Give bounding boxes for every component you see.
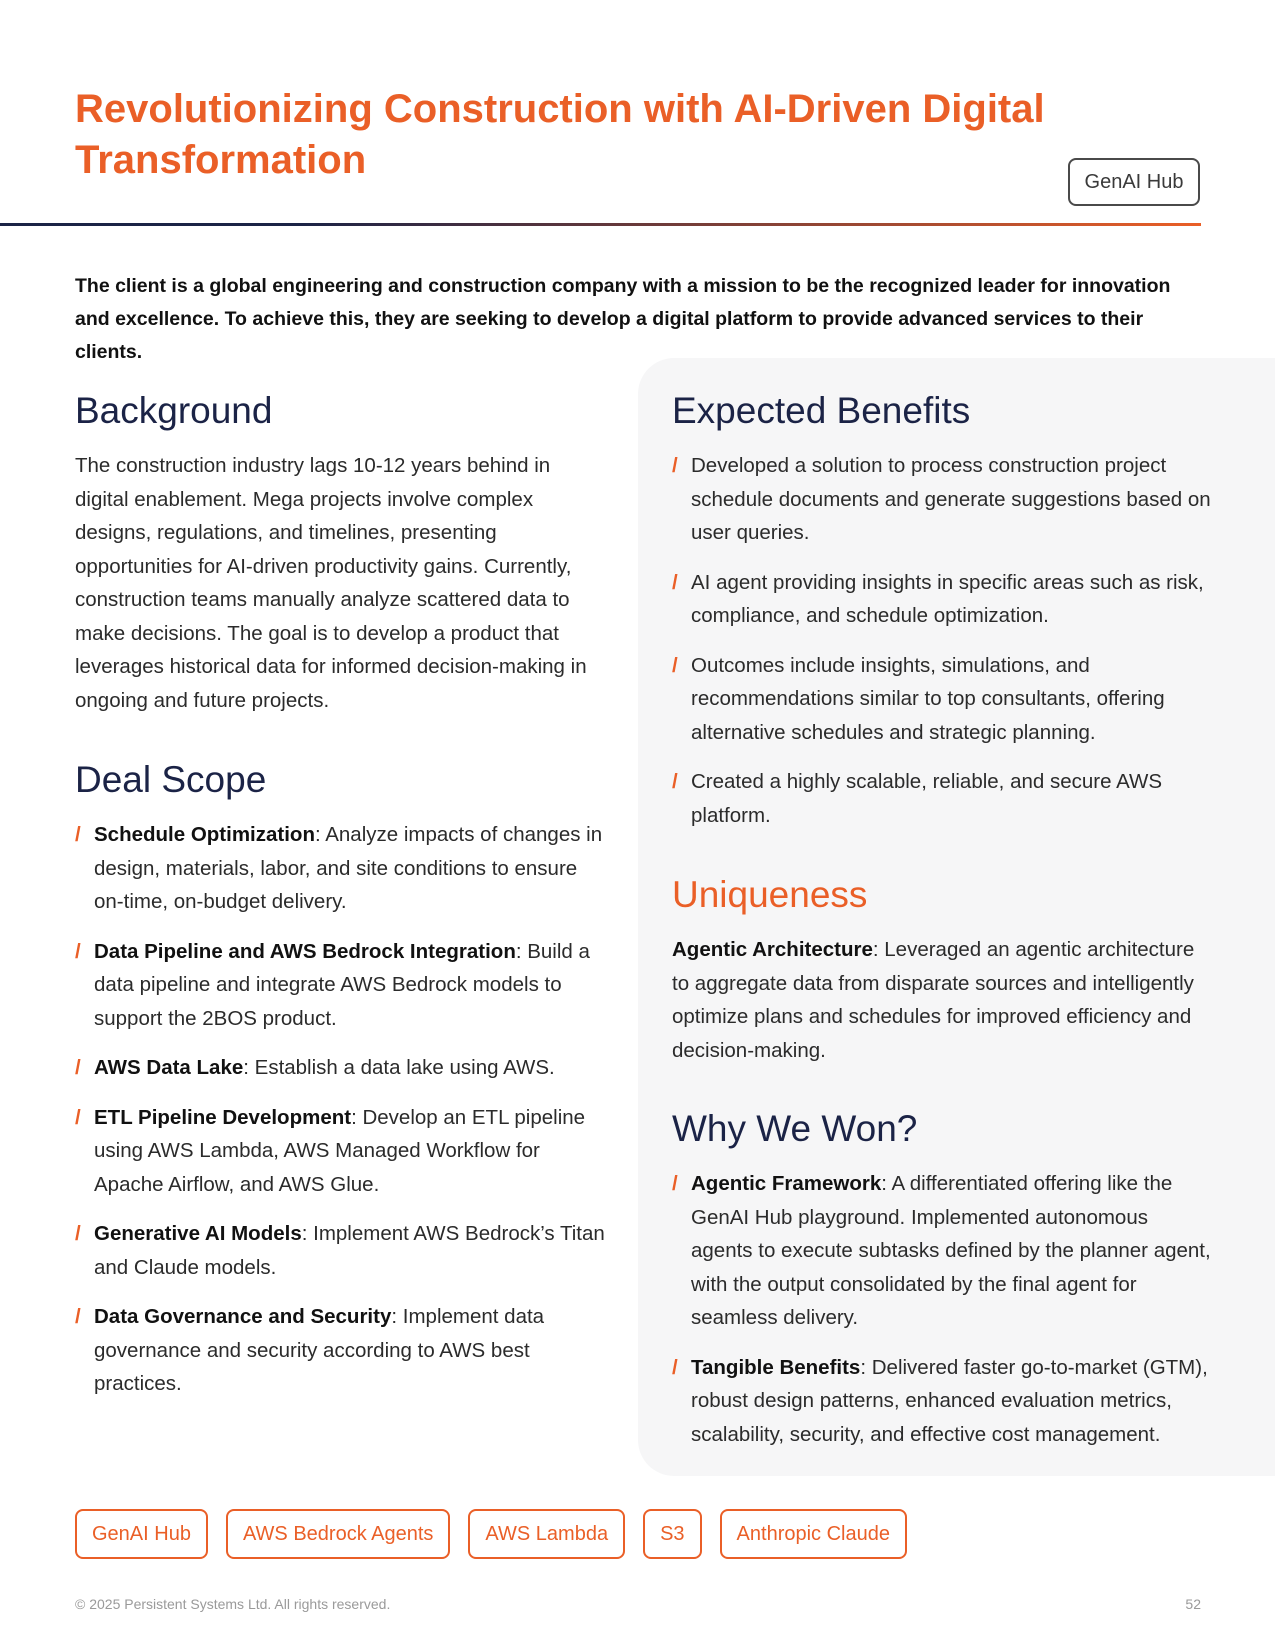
- tag-aws-bedrock-agents: AWS Bedrock Agents: [226, 1509, 450, 1559]
- item-term: AWS Data Lake: [94, 1056, 244, 1079]
- why-won-list: [672, 1167, 1212, 1451]
- bullet-slash: /: [75, 1305, 81, 1328]
- expected-benefits-section: [672, 389, 1212, 832]
- background-heading: Background: [75, 390, 273, 431]
- deal-scope-item: [75, 818, 605, 919]
- deal-scope-item: [75, 1051, 605, 1085]
- header-divider: [0, 223, 1201, 226]
- bullet-slash: /: [75, 823, 81, 846]
- bullet-slash: /: [75, 1222, 81, 1245]
- uniqueness-text: [672, 933, 1202, 1067]
- uniqueness-heading: Uniqueness: [672, 874, 868, 915]
- item-term: Schedule Optimization: [94, 823, 315, 846]
- item-text: : Analyze impacts of changes in design, materials, labor, and site conditions to ensure on-time, on-budget delivery.: [94, 823, 603, 913]
- tag-genai-hub: GenAI Hub: [75, 1509, 208, 1559]
- bullet-slash: /: [672, 653, 678, 677]
- benefit-text: Developed a solution to process construction project schedule documents and generate suggestions based on user queries.: [691, 454, 1211, 544]
- benefit-item: [672, 566, 1212, 633]
- tag-aws-lambda: AWS Lambda: [468, 1509, 625, 1559]
- why-won-item: [672, 1167, 1212, 1335]
- item-term: Data Governance and Security: [94, 1305, 392, 1328]
- item-text: : Delivered faster go-to-market (GTM), robust design patterns, enhanced evaluation metrics, scalability, security, and effective cost management.: [691, 1355, 1208, 1446]
- page-title: Revolutionizing Construction with AI-Driven Digital Transformation: [75, 87, 1045, 182]
- benefit-text: Created a highly scalable, reliable, and secure AWS platform.: [691, 770, 1162, 827]
- bullet-slash: /: [672, 770, 678, 793]
- bullet-slash: /: [672, 454, 678, 477]
- deal-scope-item: [75, 935, 605, 1036]
- item-text: : Implement AWS Bedrock’s Titan and Claude models.: [94, 1222, 605, 1279]
- deal-scope-item: [75, 1300, 605, 1401]
- benefit-item: [672, 449, 1212, 550]
- deal-scope-list: [75, 818, 605, 1401]
- item-term: Data Pipeline and AWS Bedrock Integration: [94, 939, 516, 963]
- expected-benefits-heading: Expected Benefits: [672, 390, 971, 431]
- expected-benefits-list: [672, 449, 1212, 832]
- background-section: [75, 389, 605, 717]
- tag-s3: S3: [643, 1509, 701, 1559]
- benefit-text: AI agent providing insights in specific areas such as risk, compliance, and schedule optimization.: [691, 570, 1204, 627]
- uniqueness-body: : Leveraged an agentic architecture to aggregate data from disparate sources and intelligently optimize plans and schedules for improved efficiency and decision-making.: [672, 938, 1195, 1062]
- item-text: : Build a data pipeline and integrate AWS Bedrock models to support the 2BOS product.: [94, 939, 590, 1030]
- benefit-text: Outcomes include insights, simulations, and recommendations similar to top consultants, offering alternative schedules and strategic planning.: [691, 653, 1165, 744]
- item-term: Generative AI Models: [94, 1222, 302, 1245]
- why-won-section: [672, 1107, 1212, 1451]
- page-number: 52: [1185, 1596, 1201, 1612]
- deal-scope-item: [75, 1101, 605, 1202]
- uniqueness-term: Agentic Architecture: [672, 938, 873, 961]
- deal-scope-section: [75, 758, 605, 1401]
- benefit-item: [672, 765, 1212, 832]
- deal-scope-item: [75, 1217, 605, 1284]
- bullet-slash: /: [75, 1056, 81, 1079]
- background-text: The construction industry lags 10-12 years behind in digital enablement. Mega projects involve complex designs, regulations, and timelines, presenting opportunities for AI-driven productivity gains. Currently, construction teams manually analyze scattered data to make decisions. The goal is to develop a product that leverages historical data for informed decision-making in ongoing and future projects.: [75, 454, 587, 712]
- bullet-slash: /: [75, 939, 81, 963]
- bullet-slash: /: [672, 1172, 678, 1195]
- item-term: Tangible Benefits: [691, 1355, 861, 1379]
- benefit-item: [672, 649, 1212, 750]
- item-term: ETL Pipeline Development: [94, 1105, 352, 1129]
- bullet-slash: /: [75, 1105, 81, 1129]
- uniqueness-section: [672, 873, 1202, 1067]
- item-text: : Establish a data lake using AWS.: [243, 1056, 555, 1079]
- intro-text: The client is a global engineering and construction company with a mission to be the recognized leader for innovation and excellence. To achieve this, they are seeking to develop a digital platform to provide advanced services to their clients.: [75, 275, 1171, 363]
- technology-tags: [75, 1509, 907, 1559]
- bullet-slash: /: [672, 1355, 678, 1379]
- item-term: Agentic Framework: [691, 1172, 882, 1195]
- deal-scope-heading: Deal Scope: [75, 759, 267, 800]
- why-won-item: [672, 1351, 1212, 1452]
- item-text: : A differentiated offering like the GenAI Hub playground. Implemented autonomous agents to execute subtasks defined by the planner agent, with the output consolidated by the final agent for seamless delivery.: [691, 1172, 1211, 1329]
- bullet-slash: /: [672, 570, 678, 594]
- item-text: : Implement data governance and security according to AWS best practices.: [94, 1305, 545, 1395]
- header-tag: GenAI Hub: [1068, 158, 1200, 206]
- item-text: : Develop an ETL pipeline using AWS Lambda, AWS Managed Workflow for Apache Airflow, and AWS Glue.: [94, 1105, 586, 1196]
- why-won-heading: Why We Won?: [672, 1108, 918, 1149]
- tag-anthropic-claude: Anthropic Claude: [720, 1509, 907, 1559]
- footer-copyright: © 2025 Persistent Systems Ltd. All rights reserved.: [75, 1596, 391, 1612]
